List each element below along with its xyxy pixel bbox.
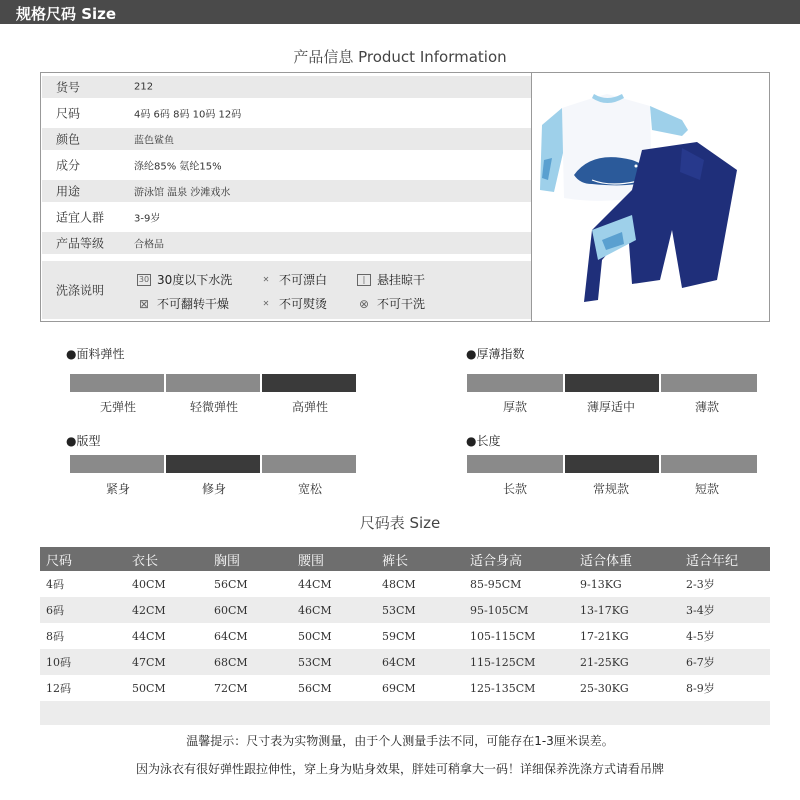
info-row-color (42, 128, 531, 150)
info-row-material (42, 154, 531, 176)
info-row-age-group (42, 206, 531, 228)
table-cell: 72CM (214, 681, 248, 695)
column-header: 衣长 (132, 547, 214, 571)
table-cell: 125-135CM (470, 681, 536, 695)
table-cell: 10码 (40, 649, 132, 675)
scale-segment-selected (262, 374, 356, 392)
hang-dry-icon: | (357, 274, 371, 286)
scale-segment-selected (166, 455, 260, 473)
swim-top-left-sleeve (540, 108, 566, 192)
table-cell: 40CM (132, 577, 166, 591)
table-cell: 95-105CM (470, 597, 580, 623)
scale-elasticity-title: ●面料弹性 (66, 347, 125, 361)
table-cell: 56CM (214, 577, 248, 591)
column-header: 胸围 (214, 547, 298, 571)
table-cell: 8码 (46, 630, 64, 643)
scale-label: 厚款 (502, 400, 527, 414)
table-cell: 53CM (298, 649, 382, 675)
scale-segment (70, 455, 164, 473)
scale-fit-bar (70, 455, 358, 473)
scale-thickness-title: ●厚薄指数 (466, 347, 525, 361)
column-header: 适合体重 (580, 547, 686, 571)
table-cell: 64CM (214, 629, 248, 643)
table-cell-empty (40, 701, 770, 725)
header-bar (0, 0, 800, 24)
scale-label: 薄厚适中 (586, 400, 635, 414)
scale-label: 长款 (502, 482, 527, 496)
table-cell: 59CM (382, 629, 416, 643)
size-table-header (40, 547, 770, 571)
info-label: 尺码 (56, 106, 81, 121)
column-header: 尺码 (40, 547, 132, 571)
scale-segment (467, 455, 563, 473)
table-cell: 60CM (214, 597, 298, 623)
scale-label: 高弹性 (291, 400, 328, 414)
table-cell: 68CM (214, 649, 298, 675)
scale-label: 常规款 (592, 482, 629, 496)
care-item-no-tumble-dry (137, 295, 229, 312)
care-text: 不可熨烫 (279, 297, 328, 311)
scale-segment (70, 374, 164, 392)
info-row-usage (42, 180, 531, 202)
table-cell: 115-125CM (470, 649, 580, 675)
column-header: 腰围 (298, 547, 382, 571)
info-label: 适宜人群 (56, 210, 105, 225)
table-cell: 47CM (132, 649, 214, 675)
scale-segment (262, 455, 356, 473)
table-cell: 8-9岁 (686, 682, 715, 695)
table-row-empty (40, 701, 770, 725)
scale-label: 无弹性 (99, 400, 136, 414)
scale-label: 短款 (694, 482, 719, 496)
table-cell: 6码 (40, 597, 132, 623)
wash-30-icon: 30 (138, 274, 150, 284)
table-cell: 44CM (298, 577, 332, 591)
table-cell: 46CM (298, 597, 382, 623)
header-title: 规格尺码 Size (16, 5, 117, 23)
scale-length-labels (467, 480, 755, 497)
table-cell: 2-3岁 (686, 578, 715, 591)
info-row-item-no (42, 76, 531, 98)
info-value: 4码 6码 8码 10码 12码 (134, 109, 242, 121)
scale-segment (467, 374, 563, 392)
size-table-title: 尺码表 Size (359, 514, 441, 532)
care-text: 不可漂白 (279, 273, 328, 287)
scale-label: 修身 (201, 482, 226, 496)
table-cell: 9-13KG (580, 577, 622, 591)
table-cell: 56CM (298, 681, 332, 695)
no-bleach-icon: ✕ (262, 274, 270, 284)
table-cell: 4码 (46, 578, 64, 591)
scale-fit-title: ●版型 (66, 434, 101, 448)
info-value: 合格品 (134, 239, 164, 251)
scale-label: 宽松 (297, 482, 322, 496)
info-label: 成分 (56, 158, 81, 173)
table-cell: 85-95CM (470, 577, 522, 591)
info-row-grade (42, 232, 531, 254)
whale-eye (635, 165, 638, 168)
no-dry-clean-icon: ⊗ (358, 296, 370, 311)
scale-label: 轻微弹性 (189, 400, 238, 414)
info-value: 3-9岁 (134, 213, 161, 225)
no-tumble-dry-icon: ⊠ (138, 296, 150, 311)
product-info-title: 产品信息 Product Information (293, 48, 507, 66)
column-header: 适合身高 (470, 547, 580, 571)
table-cell: 42CM (132, 597, 214, 623)
care-item-no-dry-clean (357, 295, 425, 312)
no-iron-icon: ✕ (262, 298, 270, 308)
table-cell: 25-30KG (580, 681, 629, 695)
table-cell: 6-7岁 (686, 649, 770, 675)
table-cell: 21-25KG (580, 649, 686, 675)
scale-segment-selected (565, 374, 659, 392)
table-cell: 12码 (46, 682, 71, 695)
info-value: 涤纶85% 氨纶15% (134, 161, 222, 173)
table-row (40, 675, 770, 701)
scale-segment (661, 374, 757, 392)
table-cell: 105-115CM (470, 629, 536, 643)
fit-note: 因为泳衣有很好弹性跟拉伸性，穿上身为贴身效果，胖娃可稍拿大一码！详细保养洗涤方式请看吊牌 (135, 762, 664, 776)
table-cell: 17-21KG (580, 629, 629, 643)
table-cell: 48CM (382, 577, 416, 591)
table-row (40, 597, 770, 623)
table-row (40, 623, 770, 649)
info-value: 212 (134, 81, 154, 93)
scale-length-title: ●长度 (466, 434, 501, 448)
info-row-size (42, 102, 531, 124)
care-label: 洗涤说明 (56, 283, 105, 298)
table-cell: 13-17KG (580, 597, 686, 623)
swim-top-right-sleeve (650, 106, 688, 136)
table-cell: 53CM (382, 597, 470, 623)
table-cell: 64CM (382, 649, 470, 675)
scale-elasticity-bar (70, 374, 358, 392)
care-text: 不可翻转干燥 (157, 297, 230, 311)
table-row (40, 649, 770, 675)
scale-label: 紧身 (105, 482, 130, 496)
scale-segment-selected (565, 455, 659, 473)
info-value: 游泳馆 温泉 沙滩戏水 (134, 187, 231, 199)
care-text: 不可干洗 (377, 297, 426, 311)
info-label: 产品等级 (56, 236, 105, 251)
table-cell: 44CM (132, 629, 166, 643)
scale-elasticity-labels (70, 398, 358, 415)
scale-segment (661, 455, 757, 473)
care-text: 30度以下水洗 (157, 273, 233, 287)
scale-label: 薄款 (694, 400, 719, 414)
care-item-wash (137, 271, 232, 288)
table-cell: 50CM (132, 681, 166, 695)
table-cell: 69CM (382, 681, 416, 695)
table-cell: 50CM (298, 629, 332, 643)
table-cell: 4-5岁 (686, 630, 715, 643)
info-label: 颜色 (56, 132, 81, 147)
size-table (40, 547, 770, 725)
care-text: 悬挂晾干 (377, 273, 426, 287)
info-label: 用途 (56, 184, 81, 199)
table-cell: 3-4岁 (686, 597, 770, 623)
scale-segment (166, 374, 260, 392)
info-value: 蓝色鲨鱼 (134, 135, 174, 147)
care-item-no-bleach (259, 271, 327, 288)
info-label: 货号 (56, 80, 81, 95)
scale-fit-labels (70, 480, 358, 497)
column-header: 裤长 (382, 547, 470, 571)
care-item-no-iron (259, 295, 327, 312)
product-image (532, 80, 764, 315)
scale-thickness-bar (467, 374, 759, 392)
table-row (40, 571, 770, 597)
scale-length-bar (467, 455, 759, 473)
column-header: 适合年纪 (686, 547, 770, 571)
size-note: 温馨提示：尺寸表为实物测量，由于个人测量手法不同，可能存在1-3厘米误差。 (186, 734, 614, 748)
scale-thickness-labels (467, 398, 755, 415)
care-item-hang-dry (357, 271, 425, 288)
